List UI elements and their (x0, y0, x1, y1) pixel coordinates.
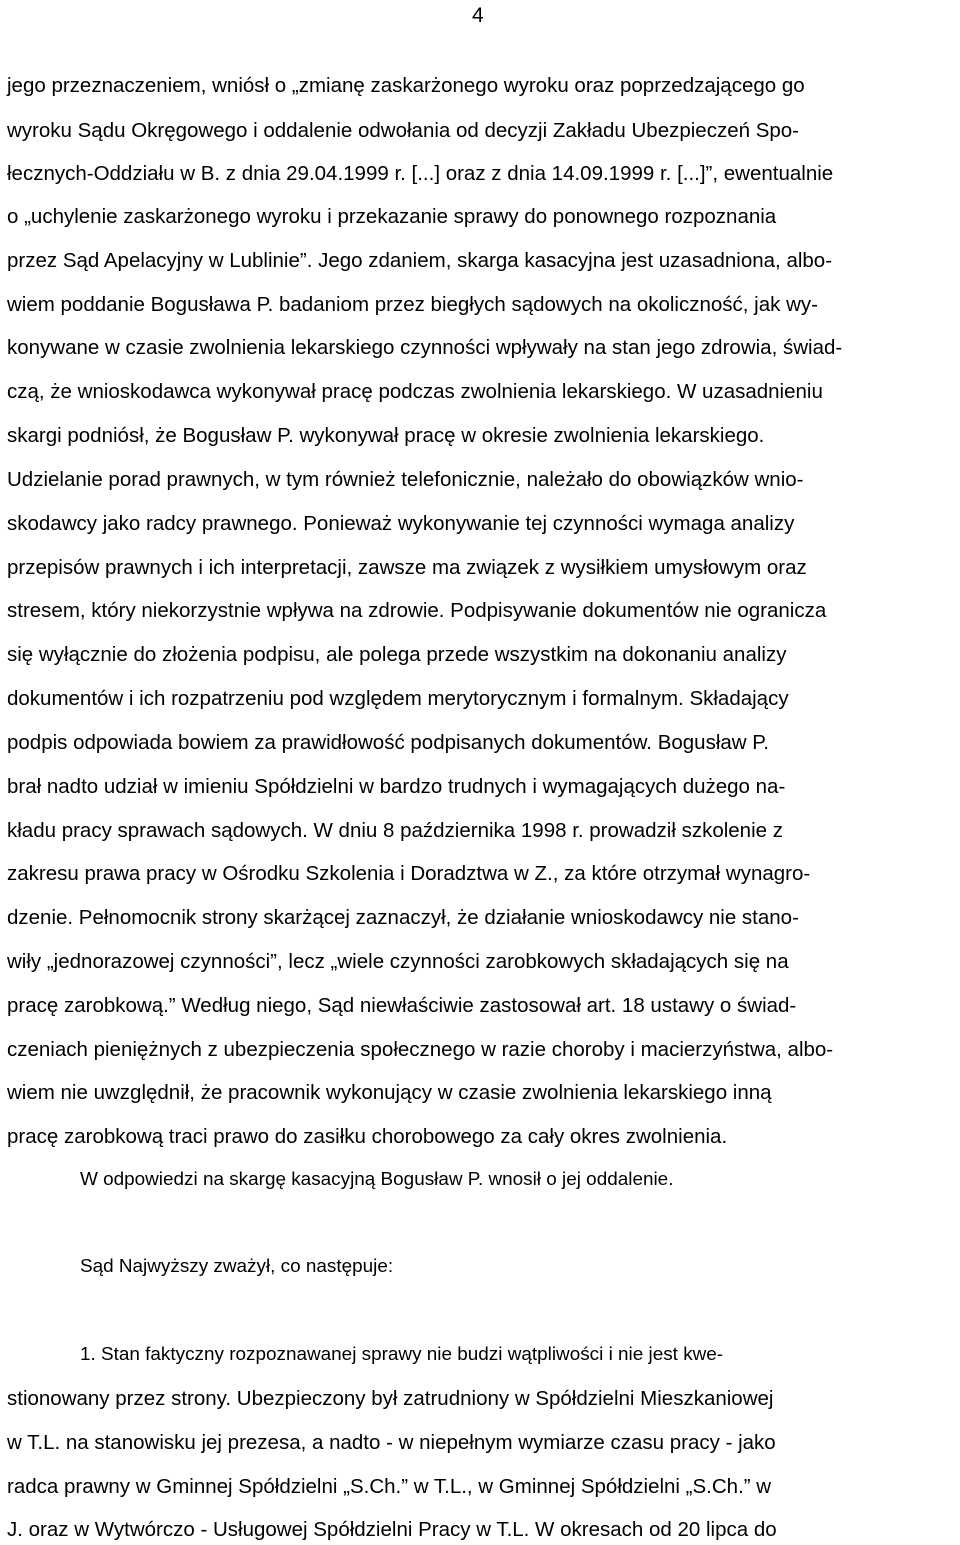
text-line: podpis odpowiada bowiem za prawidłowość podpisanych dokumentów. Bogusław P. (7, 731, 770, 754)
text-line: się wyłącznie do złożenia podpisu, ale polega przede wszystkim na dokonaniu analizy (7, 643, 787, 666)
text-line: J. oraz w Wytwórczo - Usługowej Spółdzielni Pracy w T.L. W okresach od 20 lipca do (7, 1518, 777, 1541)
text-line: pracę zarobkową.” Według niego, Sąd niewłaściwie zastosował art. 18 ustawy o świad- (7, 994, 797, 1017)
text-line: jego przeznaczeniem, wniósł o „zmianę zaskarżonego wyroku oraz poprzedzającego go (7, 74, 805, 97)
text-line: zakresu prawa pracy w Ośrodku Szkolenia i Doradztwa w Z., za które otrzymał wynagro- (7, 862, 811, 885)
text-line: o „uchylenie zaskarżonego wyroku i przekazanie sprawy do ponownego rozpoznania (7, 205, 777, 228)
text-line: brał nadto udział w imieniu Spółdzielni w bardzo trudnych i wymagających dużego na- (7, 775, 786, 798)
text-line: przez Sąd Apelacyjny w Lublinie”. Jego zdaniem, skarga kasacyjna jest uzasadniona, albo- (7, 249, 833, 272)
text-line: dzenie. Pełnomocnik strony skarżącej zaznaczył, że działanie wnioskodawcy nie stano- (7, 906, 799, 929)
text-line: pracę zarobkową traci prawo do zasiłku chorobowego za cały okres zwolnienia. (7, 1125, 728, 1148)
text-line: łecznych-Oddziału w B. z dnia 29.04.1999 r. [...] oraz z dnia 14.09.1999 r. [...]”, ewentualnie (7, 162, 834, 185)
text-line: radca prawny w Gminnej Spółdzielni „S.Ch.” w T.L., w Gminnej Spółdzielni „S.Ch.” w (7, 1475, 772, 1498)
text-line: wiły „jednorazowej czynności”, lecz „wiele czynności zarobkowych składających się na (7, 950, 789, 973)
text-line: stionowany przez strony. Ubezpieczony był zatrudniony w Spółdzielni Mieszkaniowej (7, 1387, 774, 1410)
text-line: czeniach pieniężnych z ubezpieczenia społecznego w razie choroby i macierzyństwa, albo- (7, 1038, 834, 1061)
text-line: dokumentów i ich rozpatrzeniu pod względem merytorycznym i formalnym. Składający (7, 687, 789, 710)
page-number: 4 (472, 4, 484, 27)
text-line: stresem, który niekorzystnie wpływa na zdrowie. Podpisywanie dokumentów nie ogranicza (7, 599, 827, 622)
text-line: konywane w czasie zwolnienia lekarskiego czynności wpływały na stan jego zdrowia, świad- (7, 336, 843, 359)
text-line: wiem poddanie Bogusława P. badaniom przez biegłych sądowych na okoliczność, jak wy- (7, 293, 818, 316)
response-paragraph: W odpowiedzi na skargę kasacyjną Bogusław P. wnosił o jej oddalenie. (80, 1169, 674, 1190)
text-line: skodawcy jako radcy prawnego. Ponieważ wykonywanie tej czynności wymaga analizy (7, 512, 795, 535)
text-line: czą, że wnioskodawca wykonywał pracę podczas zwolnienia lekarskiego. W uzasadnieniu (7, 380, 823, 403)
section-heading: Sąd Najwyższy zważył, co następuje: (80, 1256, 394, 1277)
text-line: w T.L. na stanowisku jej prezesa, a nadto - w niepełnym wymiarze czasu pracy - jako (7, 1431, 776, 1454)
text-line: Udzielanie porad prawnych, w tym również telefonicznie, należało do obowiązków wnio- (7, 468, 804, 491)
text-line: wyroku Sądu Okręgowego i oddalenie odwołania od decyzji Zakładu Ubezpieczeń Spo- (7, 119, 800, 142)
text-line: skargi podniósł, że Bogusław P. wykonywał pracę w okresie zwolnienia lekarskiego. (7, 424, 765, 447)
text-line: przepisów prawnych i ich interpretacji, zawsze ma związek z wysiłkiem umysłowym oraz (7, 556, 807, 579)
text-line: wiem nie uwzględnił, że pracownik wykonujący w czasie zwolnienia lekarskiego inną (7, 1081, 772, 1104)
text-line: kładu pracy sprawach sądowych. W dniu 8 października 1998 r. prowadził szkolenie z (7, 819, 783, 842)
text-line: 1. Stan faktyczny rozpoznawanej sprawy nie budzi wątpliwości i nie jest kwe- (80, 1344, 724, 1365)
